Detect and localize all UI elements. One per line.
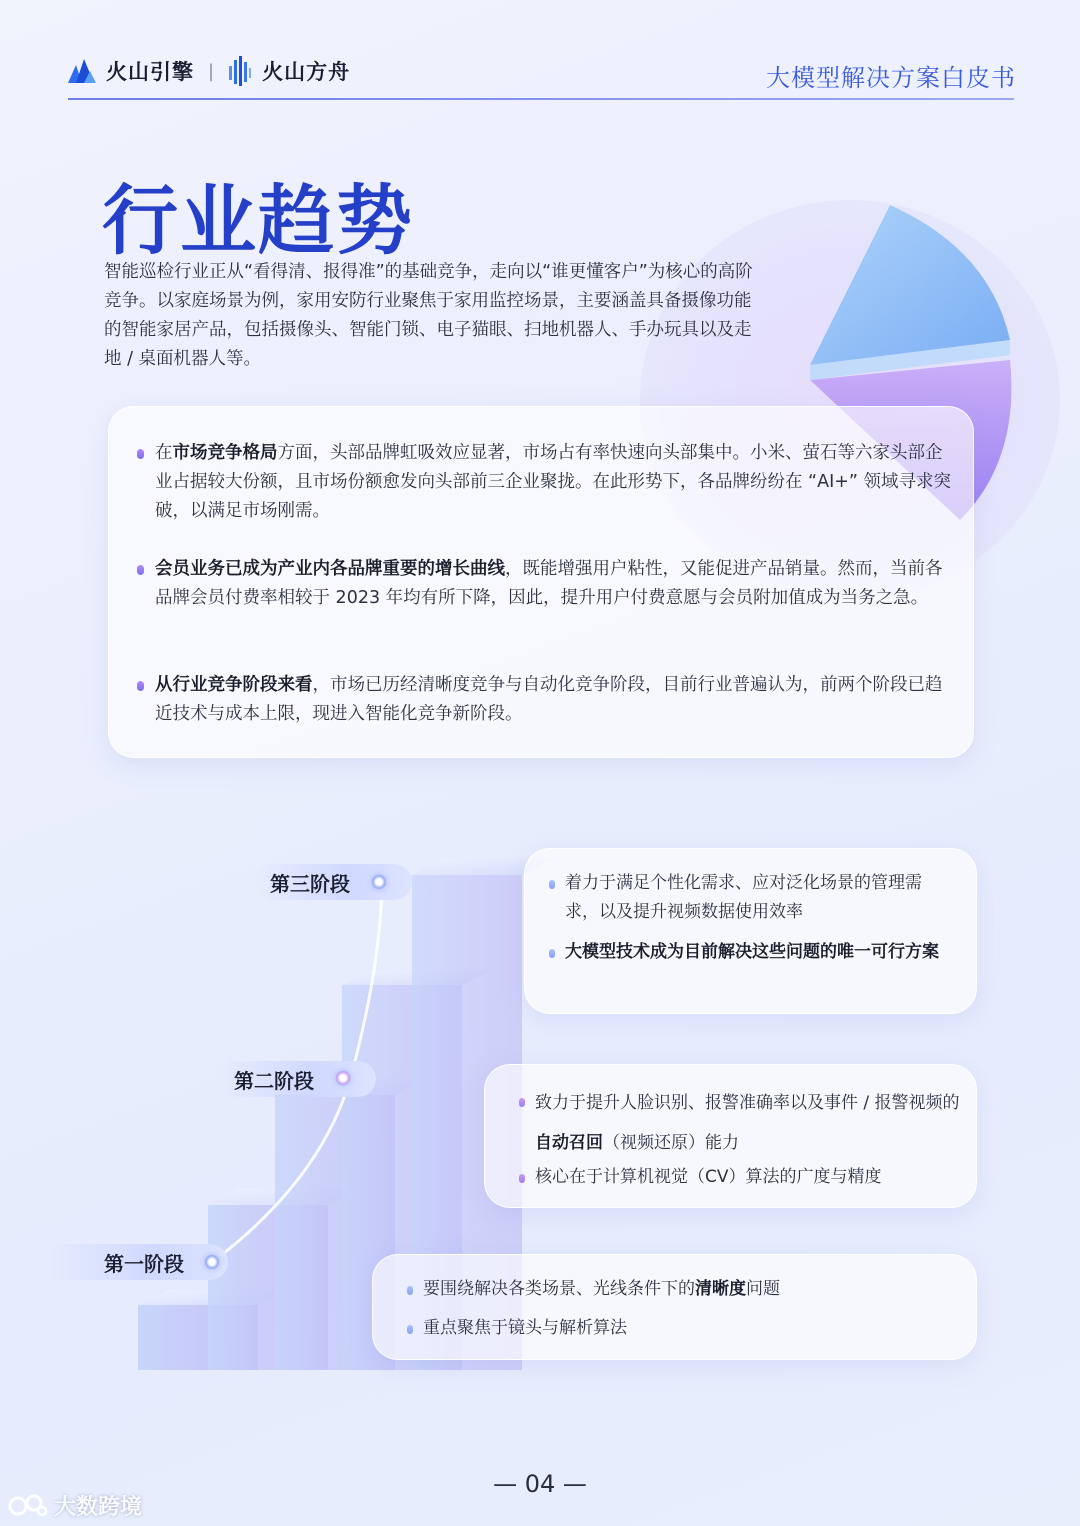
page-title: 行业趋势 (102, 176, 414, 265)
bullet-icon (407, 1325, 413, 1334)
stage1-point-1: 要围绕解决各类场景、光线条件下的清晰度问题 (407, 1275, 963, 1304)
bullet-icon (519, 1174, 525, 1183)
watermark-logo-icon (8, 1493, 48, 1519)
brand-volcano-ark: 火山方舟 (262, 60, 351, 84)
bullet-icon (137, 565, 144, 575)
stage3-label: 第三阶段 (254, 864, 412, 900)
page-number: — 04 — (493, 1470, 587, 1498)
bullet-icon (137, 681, 144, 691)
stage3-marker-icon (372, 875, 386, 889)
stage1-card (372, 1254, 977, 1360)
bullet-icon (137, 449, 144, 459)
trend-point-membership: 会员业务已成为产业内各品牌重要的增长曲线，既能增强用户粘性，又能促进产品销量。然而，当前各品牌会员付费率相较于 2023 年均有所下降，因此，提升用户付费意愿与会员附加值成为当务之急。 (137, 555, 955, 613)
header-divider (68, 98, 1014, 100)
stage1-label: 第一阶段 (44, 1244, 228, 1280)
bullet-icon (407, 1286, 413, 1295)
bullet-icon (519, 1098, 525, 1107)
intro-paragraph: 智能巡检行业正从“看得清、报得准”的基础竞争，走向以“谁更懂客户”为核心的高阶竞争。以家庭场景为例，家用安防行业聚焦于家用监控场景，主要涵盖具备摄像功能的智能家居产品，包括摄像头、智能门锁、电子猫眼、扫地机器人、手办玩具以及走地 / 桌面机器人等。 (104, 262, 753, 369)
stage2-point-1: 致力于提升人脸识别、报警准确率以及事件 / 报警视频的自动召回（视频还原）能力 (519, 1083, 965, 1163)
trend-point-market: 在市场竞争格局方面，头部品牌虹吸效应显著，市场占有率快速向头部集中。小米、萤石等六家头部企业占据较大份额，且市场份额愈发向头部前三企业聚拢。在此形势下，各品牌纷纷在 “AI+” 领域寻求突破，以满足市场刚需。 (137, 439, 955, 526)
volcano-engine-logo-icon (68, 59, 96, 83)
stage2-card (484, 1064, 977, 1208)
stage1-point-2: 重点聚焦于镜头与解析算法 (407, 1314, 963, 1343)
trend-points-card (108, 406, 974, 758)
stage3-point-1: 着力于满足个性化需求、应对泛化场景的管理需求，以及提升视频数据使用效率 (549, 869, 955, 927)
brand-volcano-engine: 火山引擎 (106, 60, 194, 84)
stage3-point-2: 大模型技术成为目前解决这些问题的唯一可行方案 (549, 938, 955, 967)
stage3-card (524, 848, 977, 1014)
stage2-marker-icon (336, 1071, 350, 1085)
stage2-label: 第二阶段 (218, 1061, 376, 1097)
volcano-ark-logo-icon (228, 56, 252, 86)
stage1-marker-icon (205, 1255, 219, 1269)
stage2-point-2: 核心在于计算机视觉（CV）算法的广度与精度 (519, 1163, 965, 1192)
document-title: 大模型解决方案白皮书 (766, 64, 1016, 92)
bullet-icon (549, 949, 555, 958)
brand-separator: | (208, 60, 215, 82)
bullet-icon (549, 880, 555, 889)
brand-logos (68, 56, 350, 86)
trend-point-stages: 从行业竞争阶段来看，市场已历经清晰度竞争与自动化竞争阶段，目前行业普遍认为，前两个阶段已趋近技术与成本上限，现进入智能化竞争新阶段。 (137, 671, 955, 729)
watermark: 大数跨境 (8, 1490, 142, 1521)
